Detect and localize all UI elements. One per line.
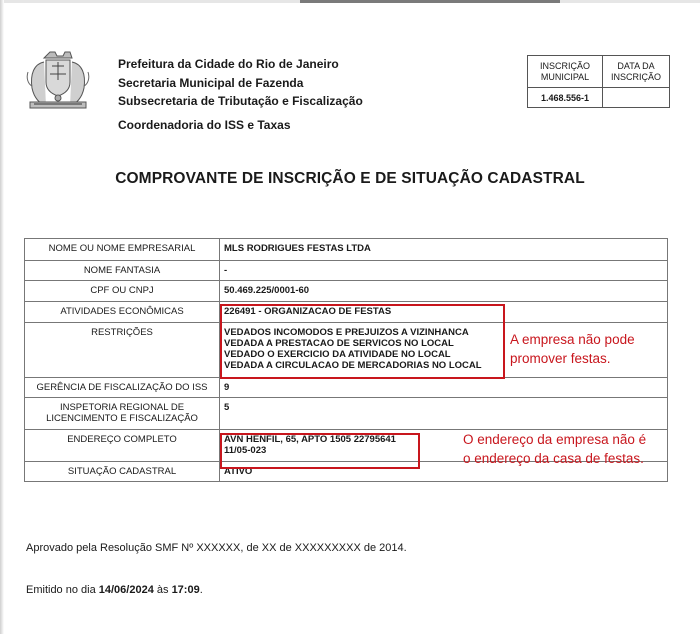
restriction-line: VEDADO O EXERCICIO DA ATIVIDADE NO LOCAL bbox=[224, 349, 451, 360]
top-edge bbox=[0, 0, 700, 3]
annotation-line: o endereço da casa de festas. bbox=[463, 451, 644, 466]
registration-box bbox=[527, 55, 670, 108]
issued-date: 14/06/2024 bbox=[98, 584, 154, 596]
document-title: COMPROVANTE DE INSCRIÇÃO E DE SITUAÇÃO CADASTRAL bbox=[115, 170, 585, 187]
issued-prefix: Emitido no dia bbox=[26, 584, 99, 596]
annotation-address bbox=[463, 430, 646, 468]
annotation-line: promover festas. bbox=[510, 351, 611, 366]
highlight-box-address bbox=[220, 433, 420, 469]
row-label: NOME FANTASIA bbox=[25, 261, 220, 281]
row-label: NOME OU NOME EMPRESARIAL bbox=[25, 239, 220, 261]
issuer-coordenadoria: Coordenadoria do ISS e Taxas bbox=[118, 117, 291, 132]
row-value: ATIVO bbox=[220, 462, 668, 482]
top-edge-shadow bbox=[300, 0, 560, 3]
row-label: GERÊNCIA DE FISCALIZAÇÃO DO ISS bbox=[25, 378, 220, 398]
issuer-subsecretaria: Subsecretaria de Tributação e Fiscalização bbox=[118, 94, 363, 108]
table-row-inspectorate bbox=[25, 398, 668, 430]
registration-col2-header: DATA DA INSCRIÇÃO bbox=[603, 56, 670, 88]
row-value: 226491 - ORGANIZACAO DE FESTAS bbox=[220, 302, 668, 323]
table-row-cnpj bbox=[25, 281, 668, 302]
registration-date bbox=[603, 88, 670, 108]
address-line: AVN HENFIL, 65, APTO 1505 22795641 bbox=[224, 434, 396, 445]
row-label: SITUAÇÃO CADASTRAL bbox=[25, 462, 220, 482]
row-value: 50.469.225/0001-60 bbox=[220, 281, 668, 302]
row-label bbox=[25, 398, 220, 430]
annotation-line: O endereço da empresa não é bbox=[463, 432, 647, 447]
row-label: CPF OU CNPJ bbox=[25, 281, 220, 302]
restriction-line: VEDADA A PRESTACAO DE SERVICOS NO LOCAL bbox=[224, 338, 454, 349]
annotation-restrictions bbox=[510, 330, 635, 368]
row-value: - bbox=[220, 261, 668, 281]
issued-text bbox=[26, 584, 203, 596]
issued-mid: às bbox=[153, 584, 172, 596]
issued-suffix: . bbox=[199, 584, 203, 596]
issuer-block bbox=[118, 55, 363, 134]
row-label: RESTRIÇÕES bbox=[25, 323, 220, 378]
row-value: 9 bbox=[220, 378, 668, 398]
coat-of-arms-logo bbox=[22, 46, 94, 116]
row-label-line: INSPETORIA REGIONAL DE bbox=[59, 402, 185, 413]
row-value: 5 bbox=[220, 398, 668, 430]
restriction-line: VEDADA A CIRCULACAO DE MERCADORIAS NO LOCAL bbox=[224, 360, 482, 371]
row-label: ENDEREÇO COMPLETO bbox=[25, 430, 220, 462]
address-line: 11/05-023 bbox=[224, 445, 267, 456]
annotation-line: A empresa não pode bbox=[510, 332, 635, 347]
row-label-line: LICENCIMENTO E FISCALIZAÇÃO bbox=[46, 413, 198, 424]
table-row-fantasy-name bbox=[25, 261, 668, 281]
row-label: ATIVIDADES ECONÔMICAS bbox=[25, 302, 220, 323]
table-row-name bbox=[25, 239, 668, 261]
issuer-secretaria: Secretaria Municipal de Fazenda bbox=[118, 75, 304, 90]
table-row-iss-management bbox=[25, 378, 668, 398]
row-value: MLS RODRIGUES FESTAS LTDA bbox=[220, 239, 668, 261]
issued-time: 17:09 bbox=[171, 584, 200, 596]
restriction-line: VEDADOS INCOMODOS E PREJUIZOS A VIZINHANCA bbox=[224, 327, 469, 338]
registration-col1-header: INSCRIÇÃO MUNICIPAL bbox=[528, 56, 603, 88]
highlight-box-activities-restrictions bbox=[220, 304, 505, 379]
approval-text: Aprovado pela Resolução SMF Nº XXXXXX, de XX de XXXXXXXXX de 2014. bbox=[26, 542, 407, 554]
issuer-prefeitura: Prefeitura da Cidade do Rio de Janeiro bbox=[118, 57, 339, 71]
left-edge-shadow bbox=[0, 0, 4, 634]
registration-number: 1.468.556-1 bbox=[528, 88, 603, 108]
